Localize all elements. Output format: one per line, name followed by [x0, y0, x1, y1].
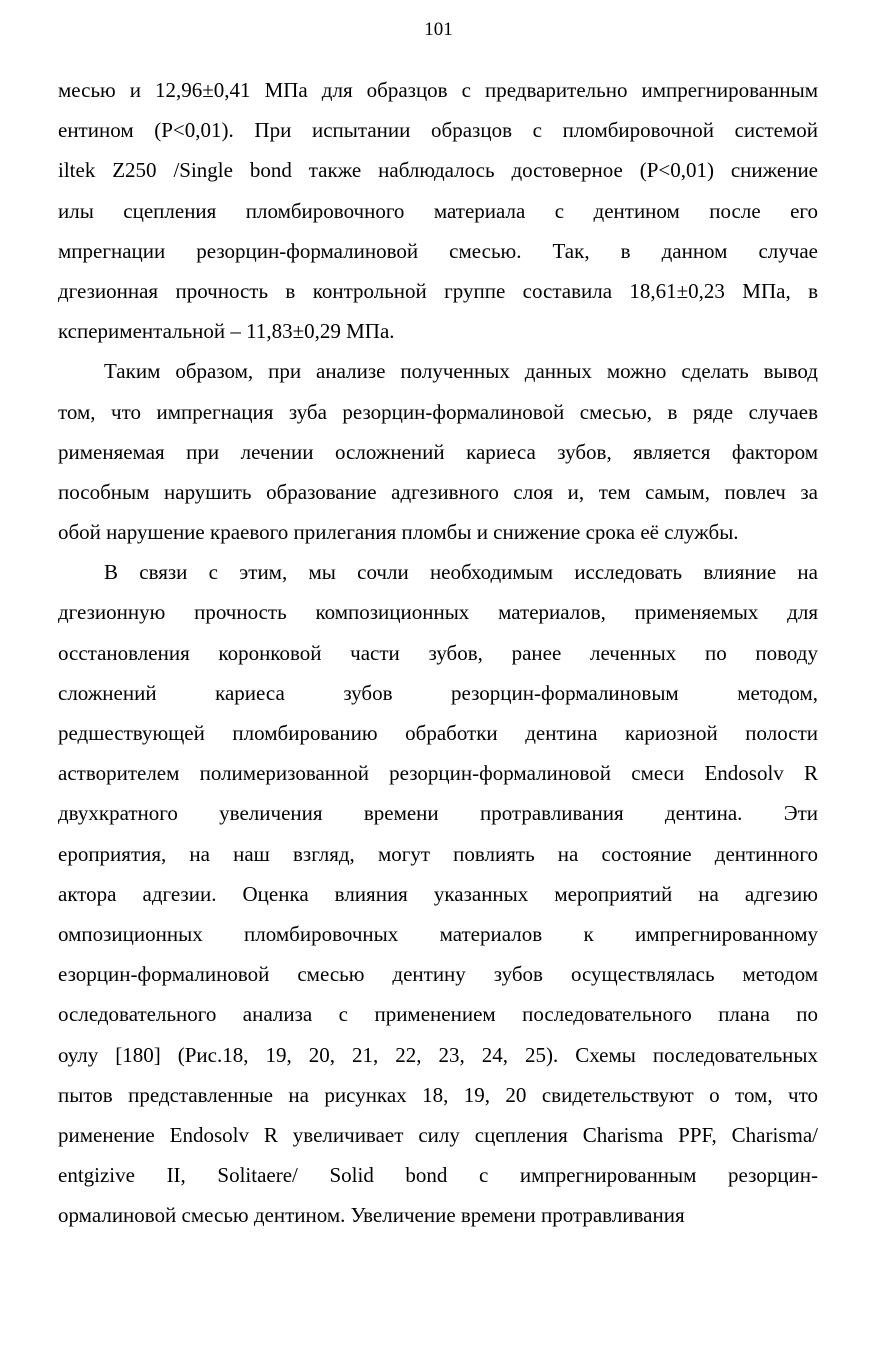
text-line: актора адгезии. Оценка влияния указанных мероприятий на адгезию [58, 881, 818, 906]
text-line: ентином (P<0,01). При испытании образцов с пломбировочной системой [58, 118, 818, 143]
text-line: мпрегнации резорцин-формалиновой смесью. Так, в данном случае [58, 238, 818, 263]
text-line: Таким образом, при анализе полученных данных можно сделать вывод [104, 359, 818, 384]
text-line: езорцин-формалиновой смесью дентину зубов осуществлялась методом [58, 962, 818, 987]
text-line: рименение Endosolv R увеличивает силу сцепления Charisma PPF, Charisma/ [58, 1122, 818, 1147]
text-line: ероприятия, на наш взгляд, могут повлиять на состояние дентинного [58, 841, 818, 866]
body-text [58, 70, 818, 1235]
text-line: оулу [180] (Рис.18, 19, 20, 21, 22, 23, 24, 25). Схемы последовательных [58, 1042, 818, 1067]
text-line: дгезионная прочность в контрольной группе составила 18,61±0,23 МПа, в [58, 278, 818, 303]
text-line: пытов представленные на рисунках 18, 19, 20 свидетельствуют о том, что [58, 1082, 818, 1107]
text-line: дгезионную прочность композиционных материалов, применяемых для [58, 600, 818, 625]
text-line: В связи с этим, мы сочли необходимым исследовать влияние на [104, 560, 818, 585]
text-line: илы сцепления пломбировочного материала с дентином после его [58, 198, 818, 223]
text-line: ормалиновой смесью дентином. Увеличение времени протравливания [58, 1203, 685, 1228]
text-line: том, что импрегнация зуба резорцин-формалиновой смесью, в ряде случаев [58, 399, 818, 424]
text-line: обой нарушение краевого прилегания пломбы и снижение срока её службы. [58, 520, 739, 545]
text-line: оследовательного анализа с применением последовательного плана по [58, 1002, 818, 1027]
text-line: рименяемая при лечении осложнений кариеса зубов, является фактором [58, 439, 818, 464]
text-line: entgizive II, Solitaere/ Solid bond с импрегнированным резорцин- [58, 1163, 818, 1188]
text-line: iltek Z250 /Single bond также наблюдалось достоверное (P<0,01) снижение [58, 158, 818, 183]
text-line: редшествующей пломбированию обработки дентина кариозной полости [58, 721, 818, 745]
page-number: 101 [424, 19, 453, 40]
text-line: осстановления коронковой части зубов, ранее леченных по поводу [58, 640, 818, 665]
text-line: сложнений кариеса зубов резорцин-формалиновым методом, [58, 680, 818, 705]
text-line: кспериментальной – 11,83±0,29 МПа. [58, 319, 395, 344]
text-line: месью и 12,96±0,41 МПа для образцов с предварительно импрегнированным [58, 78, 818, 102]
text-line: двухкратного увеличения времени протравливания дентина. Эти [58, 801, 818, 826]
text-line: пособным нарушить образование адгезивного слоя и, тем самым, повлеч за [58, 479, 818, 504]
text-line: астворителем полимеризованной резорцин-формалиновой смеси Endosolv R [58, 761, 818, 786]
text-line: омпозиционных пломбировочных материалов к импрегнированному [58, 921, 818, 946]
